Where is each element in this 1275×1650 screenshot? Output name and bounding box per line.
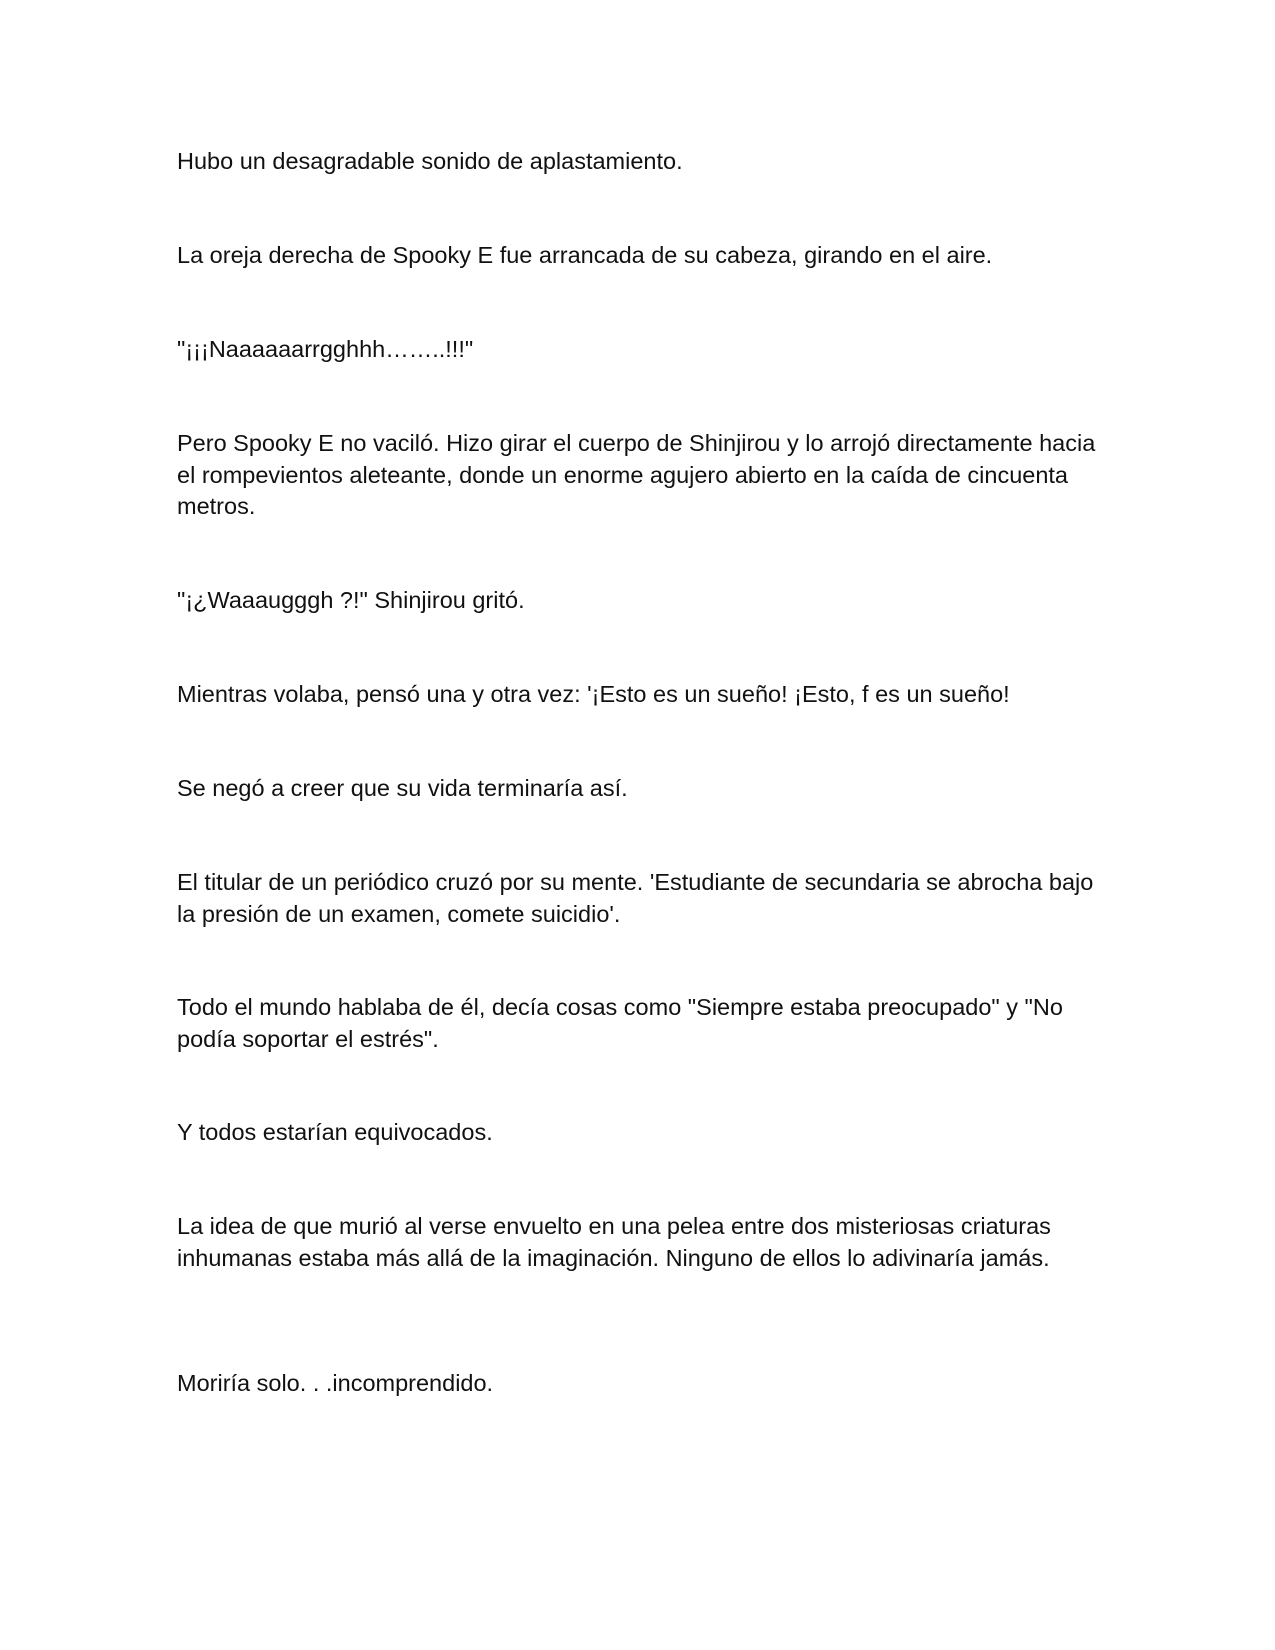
paragraph-5: "¡¿Waaaugggh ?!" Shinjirou gritó. xyxy=(177,587,525,613)
paragraph-7: Se negó a creer que su vida terminaría así. xyxy=(177,775,628,801)
paragraph-6: Mientras volaba, pensó una y otra vez: '¡Esto es un sueño! ¡Esto, f es un sueño! xyxy=(177,681,1010,707)
paragraph-12: Moriría solo. . .incomprendido. xyxy=(177,1370,494,1396)
paragraph-9: Todo el mundo hablaba de él, decía cosas como "Siempre estaba preocupado" y "No podía soportar el estrés". xyxy=(177,994,1063,1052)
paragraph-1: Hubo un desagradable sonido de aplastamiento. xyxy=(177,148,683,174)
paragraph-3: "¡¡¡Naaaaaarrgghhh……..!!!" xyxy=(177,336,474,362)
paragraph-11: La idea de que murió al verse envuelto en una pelea entre dos misteriosas criaturas inhumanas estaba más allá de la imaginación. Ninguno de ellos lo adivinaría jamás. xyxy=(177,1213,1051,1271)
paragraph-10: Y todos estarían equivocados. xyxy=(177,1119,493,1145)
paragraph-8: El titular de un periódico cruzó por su mente. 'Estudiante de secundaria se abrocha bajo la presión de un examen, comete suicidio'. xyxy=(177,869,1094,927)
paragraph-2: La oreja derecha de Spooky E fue arrancada de su cabeza, girando en el aire. xyxy=(177,242,993,268)
paragraph-4: Pero Spooky E no vaciló. Hizo girar el cuerpo de Shinjirou y lo arrojó directamente hacia el rompevientos aleteante, donde un enorme agujero abierto en la caída de cincuenta metros. xyxy=(177,430,1096,519)
